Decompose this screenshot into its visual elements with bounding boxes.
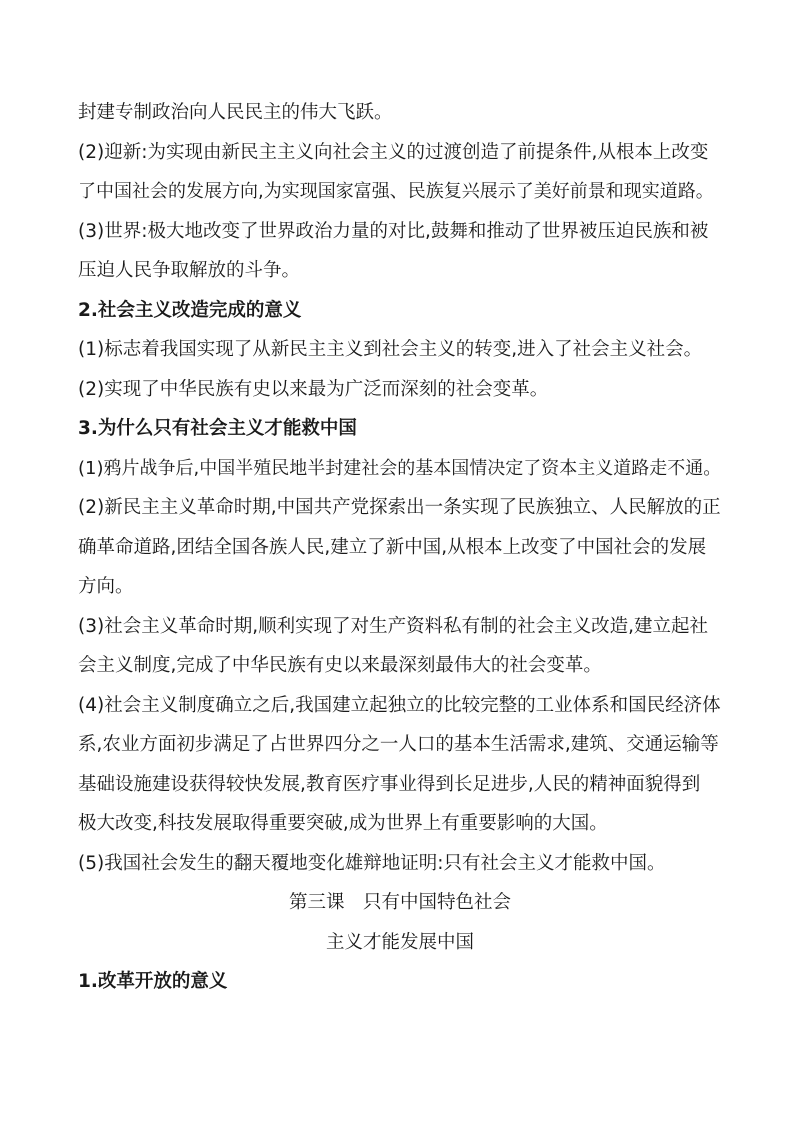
paragraph-line: 了中国社会的发展方向,为实现国家富强、民族复兴展示了美好前景和现实道路。 bbox=[78, 181, 714, 202]
paragraph-line: 系,农业方面初步满足了占世界四分之一人口的基本生活需求,建筑、交通运输等 bbox=[78, 734, 719, 755]
section-heading: 3.为什么只有社会主义才能救中国 bbox=[78, 418, 357, 439]
paragraph-line: 封建专制政治向人民民主的伟大飞跃。 bbox=[78, 102, 393, 123]
paragraph-line: (1)鸦片战争后,中国半殖民地半封建社会的基本国情决定了资本主义道路走不通。 bbox=[78, 457, 722, 479]
paragraph-line: (2)迎新:为实现由新民主主义向社会主义的过渡创造了前提条件,从根本上改变 bbox=[78, 141, 709, 163]
paragraph-line: 压迫人民争取解放的斗争。 bbox=[78, 260, 301, 281]
paragraph-line: (4)社会主义制度确立之后,我国建立起独立的比较完整的工业体系和国民经济体 bbox=[78, 694, 721, 716]
paragraph-line: 极大改变,科技发展取得重要突破,成为世界上有重要影响的大国。 bbox=[78, 813, 608, 834]
paragraph-line: (2)新民主主义革命时期,中国共产党探索出一条实现了民族独立、人民解放的正 bbox=[78, 497, 721, 518]
paragraph-line: (5)我国社会发生的翻天覆地变化雄辩地证明:只有社会主义才能救中国。 bbox=[78, 852, 666, 874]
lesson-title: 第三课 只有中国特色社会 bbox=[288, 892, 511, 913]
section-heading: 2.社会主义改造完成的意义 bbox=[78, 299, 302, 321]
paragraph-line: 方向。 bbox=[78, 576, 134, 597]
paragraph-line: (3)世界:极大地改变了世界政治力量的对比,鼓舞和推动了世界被压迫民族和被 bbox=[78, 220, 709, 242]
lesson-title: 主义才能发展中国 bbox=[325, 931, 474, 953]
section-heading: 1.改革开放的意义 bbox=[78, 971, 228, 992]
paragraph-line: (3)社会主义革命时期,顺利实现了对生产资料私有制的社会主义改造,建立起社 bbox=[78, 615, 708, 637]
paragraph-line: (2)实现了中华民族有史以来最为广泛而深刻的社会变革。 bbox=[78, 378, 549, 400]
paragraph-line: 基础设施建设获得较快发展,教育医疗事业得到长足进步,人民的精神面貌得到 bbox=[78, 773, 701, 795]
paragraph-line: 会主义制度,完成了中华民族有史以来最深刻最伟大的社会变革。 bbox=[78, 655, 602, 676]
paragraph-line: 确革命道路,团结全国各族人民,建立了新中国,从根本上改变了中国社会的发展 bbox=[78, 536, 707, 558]
paragraph-line: (1)标志着我国实现了从新民主主义到社会主义的转变,进入了社会主义社会。 bbox=[78, 339, 703, 360]
document-body bbox=[78, 97, 722, 998]
